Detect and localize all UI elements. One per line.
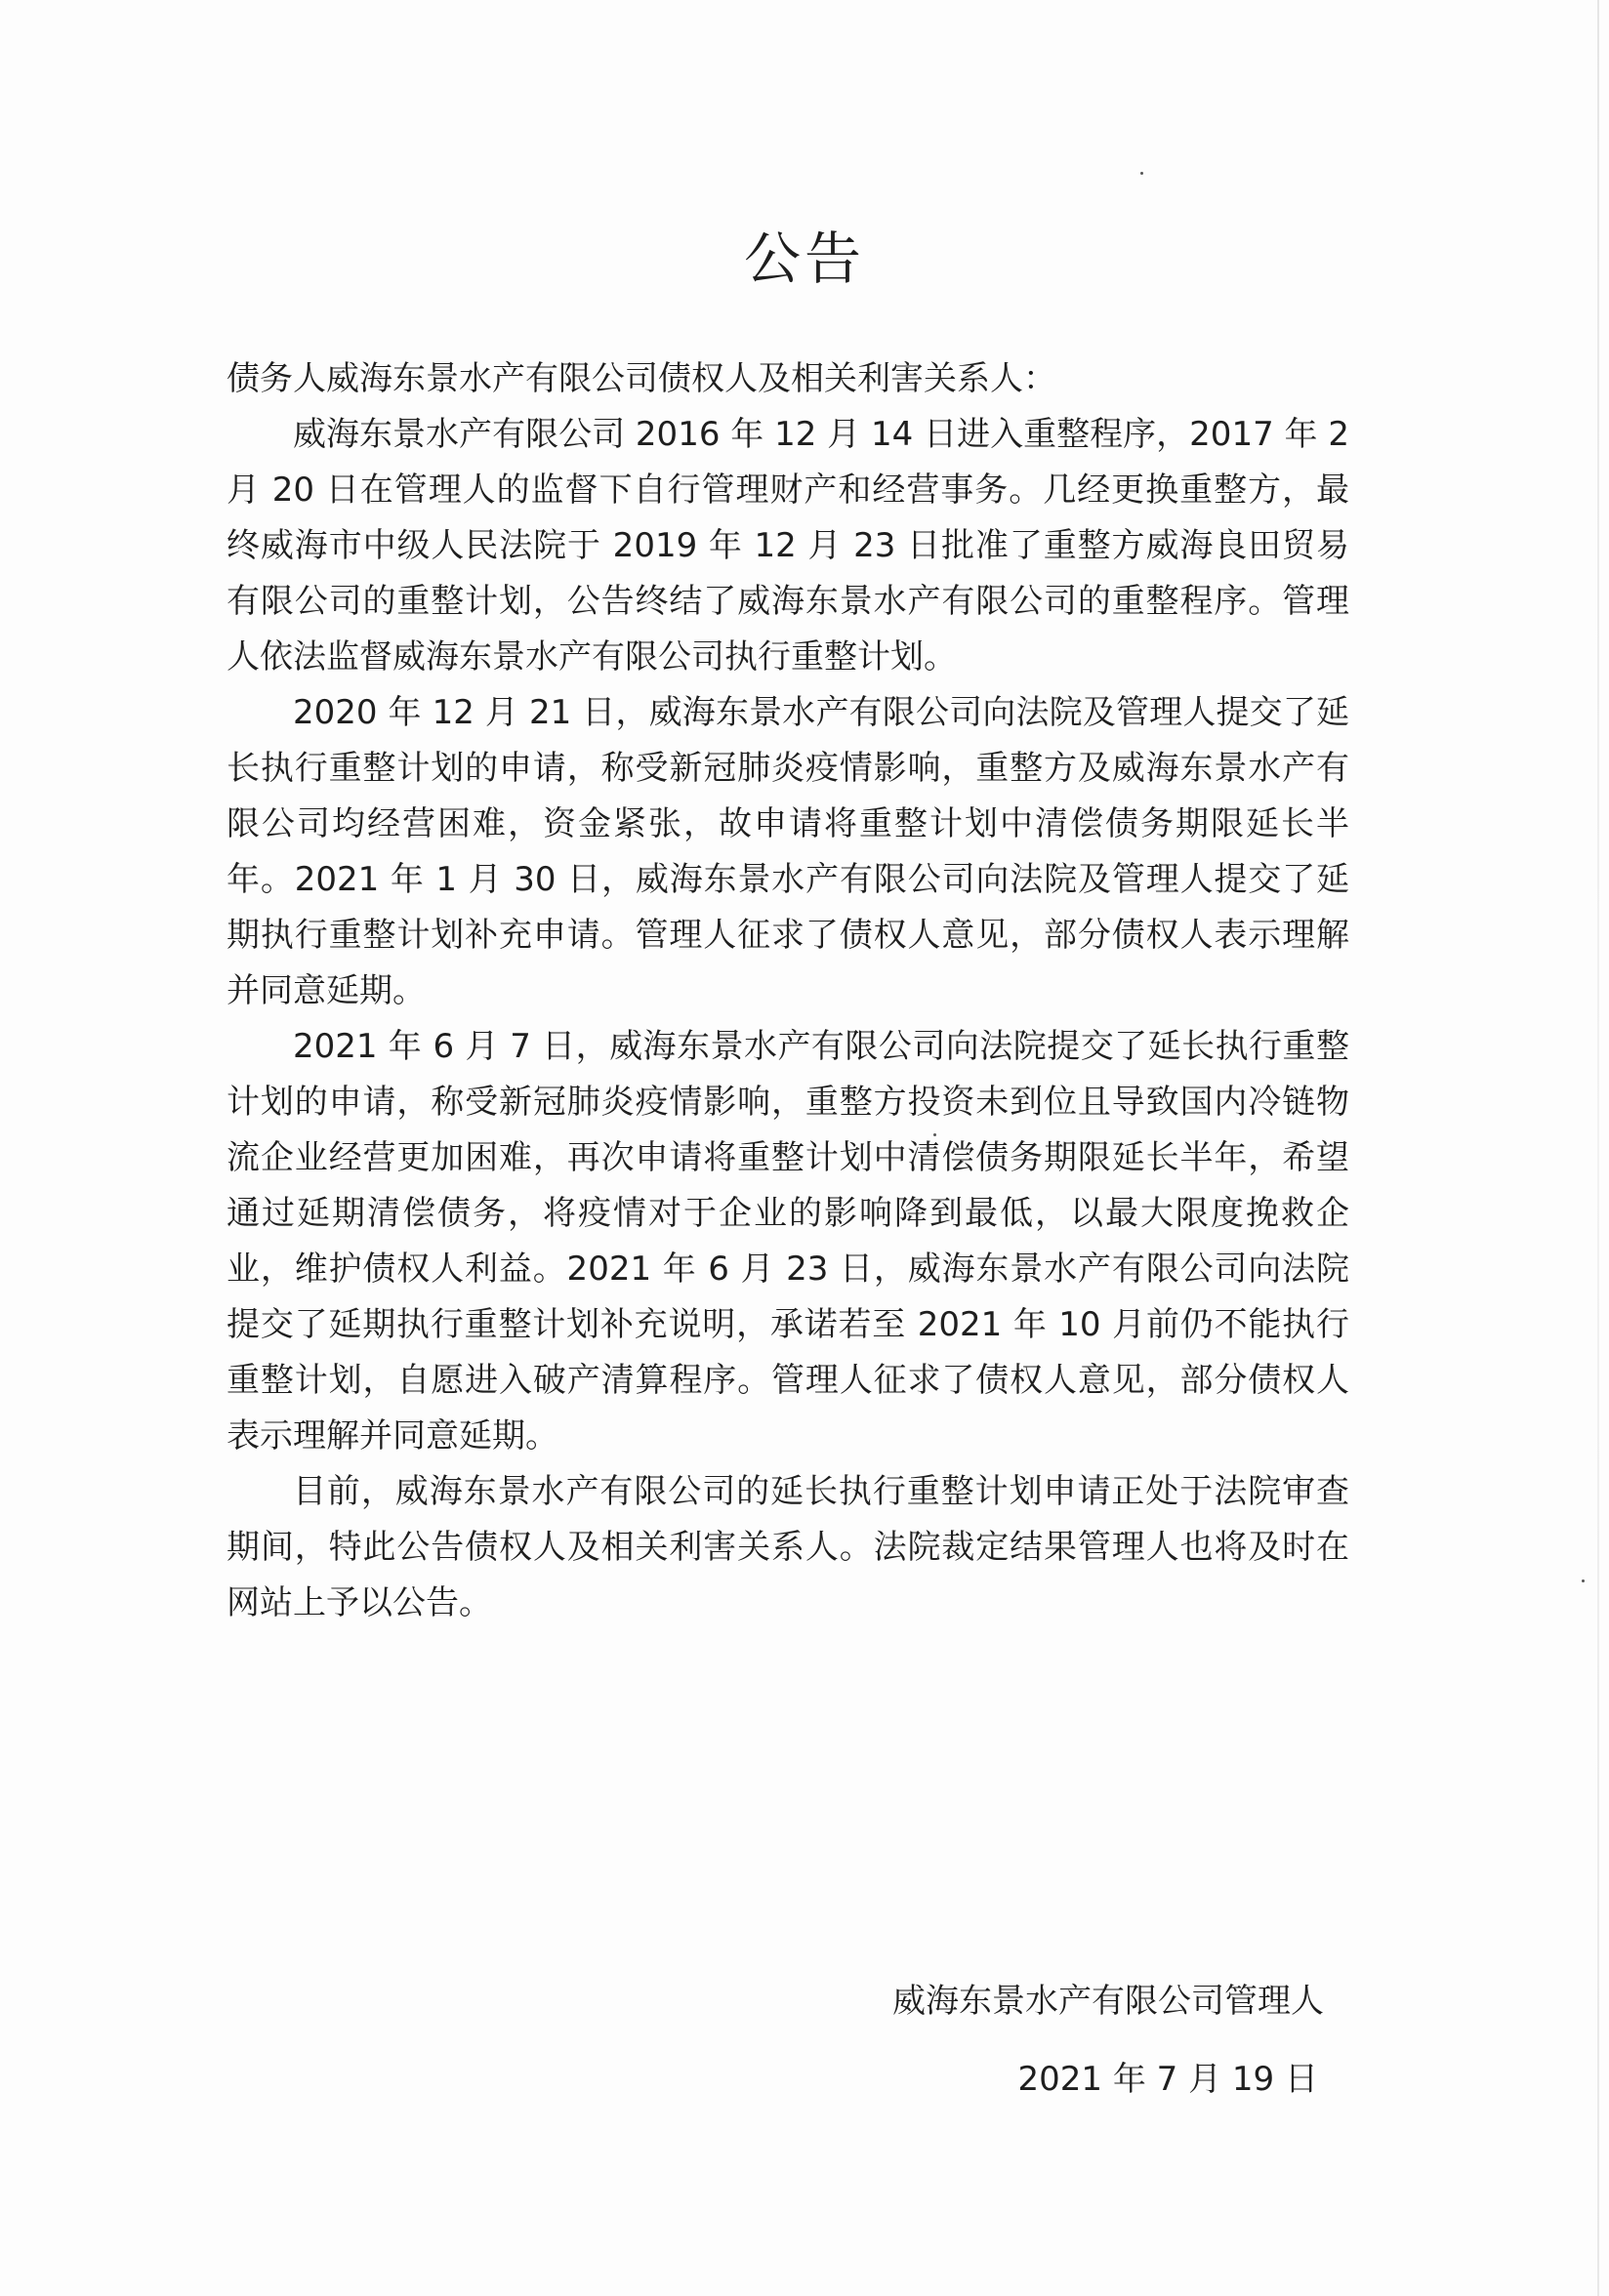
signature-block [892,1962,1324,2118]
scan-edge-shadow [1597,0,1599,2296]
notice-title: 公告 [743,226,865,292]
scan-speck [933,1133,936,1136]
issue-date: 2021 年 7 月 19 日 [1017,2060,1318,2099]
paragraph-2: 2020 年 12 月 21 日，威海东景水产有限公司向法院及管理人提交了延长执行重整计划的申请，称受新冠肺炎疫情影响，重整方及威海东景水产有限公司均经营困难，资金紧张，故申请将重整计划中清偿债务期限延长半年。2021 年 1 月 30 日，威海东景水产有限公司向法院及管理人提交了延期执行重整计划补充申请。管理人征求了债权人意见，部分债权人表示理解并同意延期。 [227,693,1349,1010]
scan-speck [1582,1579,1585,1582]
salutation: 债务人威海东景水产有限公司债权人及相关利害关系人： [227,359,1056,398]
issuer-name: 威海东景水产有限公司管理人 [892,1982,1324,2021]
paragraph-4: 目前，威海东景水产有限公司的延长执行重整计划申请正处于法院审查期间，特此公告债权人及相关利害关系人。法院裁定结果管理人也将及时在网站上予以公告。 [227,1472,1349,1622]
paragraph-1: 威海东景水产有限公司 2016 年 12 月 14 日进入重整程序，2017 年 2 月 20 日在管理人的监督下自行管理财产和经营事务。几经更换重整方，最终威海市中级人民法院于 2019 年 12 月 23 日批准了重整方威海良田贸易有限公司的重整计划，公告终结了威海东景水产有限公司的重整程序。管理人依法监督威海东景水产有限公司执行重整计划。 [227,415,1349,676]
notice-body [227,351,1349,1631]
paragraph-3: 2021 年 6 月 7 日，威海东景水产有限公司向法院提交了延长执行重整计划的申请，称受新冠肺炎疫情影响，重整方投资未到位且导致国内冷链物流企业经营更加困难，再次申请将重整计划中清偿债务期限延长半年，希望通过延期清偿债务，将疫情对于企业的影响降到最低，以最大限度挽救企业，维护债权人利益。2021 年 6 月 23 日，威海东景水产有限公司向法院提交了延期执行重整计划补充说明，承诺若至 2021 年 10 月前仍不能执行重整计划，自愿进入破产清算程序。管理人征求了债权人意见，部分债权人表示理解并同意延期。 [227,1027,1349,1456]
scan-speck [1140,172,1143,175]
